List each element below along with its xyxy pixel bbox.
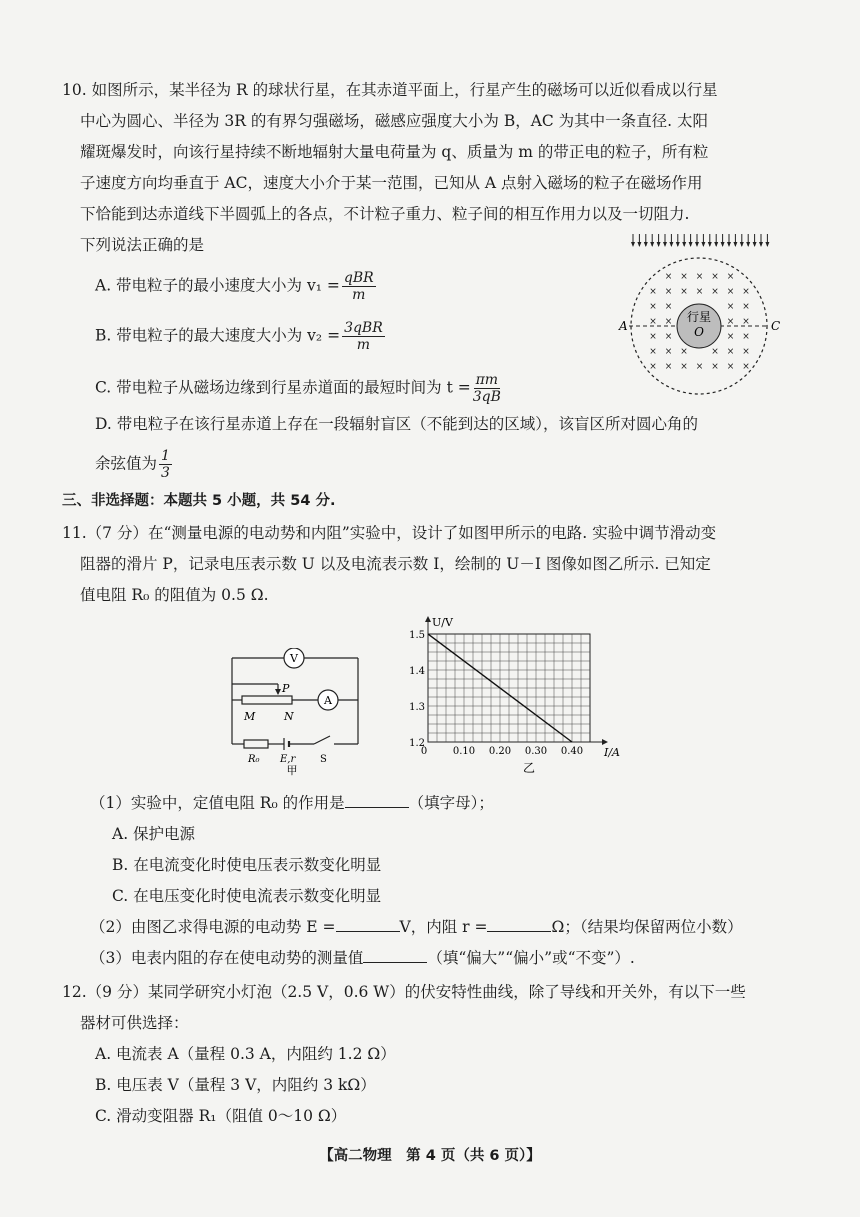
field-cross: ×: [726, 317, 735, 327]
field-cross: ×: [649, 287, 657, 297]
field-cross: ×: [680, 272, 688, 282]
field-cross: ×: [649, 362, 657, 372]
point-a-label: A: [619, 319, 628, 333]
particle-arrow: [669, 234, 673, 247]
field-cross: ×: [664, 302, 673, 312]
y-tick-label: 1.4: [409, 666, 425, 677]
field-cross: ×: [664, 332, 673, 342]
q11-line-1: 11.（7 分）在“测量电源的电动势和内阻”实验中，设计了如图甲所示的电路. 实验中调节滑动变: [62, 524, 717, 542]
field-cross: ×: [711, 362, 719, 372]
q11-sub1-blank: [345, 793, 409, 808]
slider-pointer: [275, 689, 281, 695]
q11-sub1-option-b: B. 在电流变化时使电压表示数变化明显: [112, 856, 382, 874]
field-cross: ×: [726, 287, 735, 297]
particle-arrow: [695, 234, 699, 247]
field-cross: ×: [742, 287, 750, 297]
q10-option-d-line-2: 余弦值为 $\frac{1}{3}$: [95, 448, 170, 481]
planet-field-figure: [615, 232, 785, 402]
x-axis-label: I/A: [604, 746, 620, 759]
end-m-label: M: [244, 710, 256, 723]
chart-caption: 乙: [522, 761, 536, 775]
field-cross: ×: [649, 332, 657, 342]
circuit-diagram: [222, 648, 372, 776]
q10-line-1: 10. 如图所示，某半径为 R 的球状行星，在其赤道平面上，行星产生的磁场可以近似看成以行星: [62, 81, 718, 99]
q11-sub2: （2）由图乙求得电源的电动势 E = V，内阻 r = Ω；（结果均保留两位小数）: [90, 918, 743, 936]
q12-line-2: 器材可供选择：: [80, 1014, 189, 1032]
particle-arrow: [631, 234, 635, 247]
particle-arrow: [663, 234, 667, 247]
field-cross: ×: [649, 317, 657, 327]
field-cross: ×: [649, 302, 657, 312]
q11-resistance-blank: [487, 917, 551, 932]
point-c-label: C: [771, 319, 781, 333]
q10-line-2: 中心为圆心、半径为 3R 的有界匀强磁场，磁感应强度大小为 B，AC 为其中一条直径. 太阳: [80, 112, 709, 130]
field-cross: ×: [664, 347, 673, 357]
particle-arrow: [759, 234, 763, 247]
field-cross: ×: [680, 362, 688, 372]
q12-option-c: C. 滑动变阻器 R₁（阻值 0～10 Ω）: [95, 1107, 347, 1125]
y-axis-label: U/V: [432, 616, 453, 629]
x-tick-label: 0.40: [560, 746, 584, 757]
y-tick-label: 1.3: [409, 702, 425, 713]
source-label: E,r: [280, 754, 296, 765]
particle-arrow: [689, 234, 693, 247]
field-cross: ×: [742, 302, 750, 312]
field-cross: ×: [664, 272, 673, 282]
field-cross: ×: [649, 347, 657, 357]
field-cross: ×: [726, 302, 735, 312]
chart-grid: [425, 616, 608, 745]
incoming-particles-arrows: [631, 234, 769, 247]
x-tick-label: 0: [420, 746, 428, 757]
field-cross: ×: [680, 287, 688, 297]
x-tick-label: 0.20: [488, 746, 512, 757]
particle-arrow: [676, 234, 680, 247]
q11-sub3: （3）电表内阻的存在使电动势的测量值 （填“偏大”“偏小”或“不变”）.: [90, 949, 635, 967]
q10-option-c: C. 带电粒子从磁场边缘到行星赤道面的最短时间为 t = $\frac{\pi m}{3qB}$: [95, 372, 501, 405]
field-cross: ×: [695, 362, 704, 372]
ammeter-label: A: [324, 694, 332, 707]
center-label: O: [694, 325, 704, 339]
voltmeter-label: V: [290, 652, 298, 665]
q10-option-b: B. 带电粒子的最大速度大小为 v₂ = $\frac{\text{3qBR}}{m}$: [95, 320, 383, 353]
field-cross: ×: [664, 362, 673, 372]
field-cross: ×: [711, 347, 719, 357]
x-tick-label: 0.10: [452, 746, 476, 757]
u-i-chart: [400, 612, 625, 782]
q11-line-3: 值电阻 R₀ 的阻值为 0.5 Ω.: [80, 586, 269, 604]
particle-arrow: [682, 234, 686, 247]
q11-emf-blank: [336, 917, 400, 932]
field-cross: ×: [695, 287, 704, 297]
q10-line-4: 子速度方向均垂直于 AC，速度大小介于某一范围，已知从 A 点射入磁场的粒子在磁场作用: [80, 174, 703, 192]
section-heading: 三、非选择题：本题共 5 小题，共 54 分.: [62, 493, 336, 509]
particle-arrow: [740, 234, 744, 247]
particle-arrow: [657, 234, 661, 247]
chart-ticks: [409, 630, 583, 757]
q10-line-6: 下列说法正确的是: [80, 236, 205, 254]
y-axis-arrow-head: [425, 616, 431, 622]
field-cross: ×: [664, 317, 673, 327]
field-cross: ×: [711, 287, 719, 297]
field-cross: ×: [742, 332, 750, 342]
q11-sub1-option-c: C. 在电压变化时使电流表示数变化明显: [112, 887, 382, 905]
field-cross: ×: [726, 272, 735, 282]
page-footer: 【高二物理 第 4 页（共 6 页）】: [319, 1148, 541, 1164]
q12-option-a: A. 电流表 A（量程 0.3 A，内阻约 1.2 Ω）: [95, 1045, 396, 1063]
field-cross: ×: [711, 272, 719, 282]
r0-label: R₀: [248, 754, 260, 765]
circuit-caption: 甲: [286, 764, 298, 776]
q10-line-3: 耀斑爆发时，向该行星持续不断地辐射大量电荷量为 q、质量为 m 的带正电的粒子，所有粒: [80, 143, 709, 161]
field-cross: ×: [742, 347, 750, 357]
end-n-label: N: [284, 710, 294, 723]
y-tick-label: 1.5: [409, 630, 425, 641]
field-cross: ×: [695, 272, 704, 282]
slider-label: P: [282, 682, 290, 695]
q11-sub3-blank: [363, 948, 427, 963]
planet-label: 行星: [686, 310, 712, 324]
particle-arrow: [746, 234, 750, 247]
q10-option-a: A. 带电粒子的最小速度大小为 v₁ = $\frac{\text{qBR}}{m}$: [95, 270, 374, 303]
particle-arrow: [701, 234, 705, 247]
x-tick-label: 0.30: [524, 746, 548, 757]
q10-option-d-line-1: D. 带电粒子在该行星赤道上存在一段辐射盲区（不能到达的区域），该盲区所对圆心角的: [95, 415, 698, 433]
q11-sub1: （1）实验中，定值电阻 R₀ 的作用是 （填字母）；: [90, 794, 494, 812]
particle-arrow: [650, 234, 654, 247]
particle-arrow: [714, 234, 718, 247]
q12-option-b: B. 电压表 V（量程 3 V，内阻约 3 kΩ）: [95, 1076, 376, 1094]
field-cross: ×: [742, 317, 750, 327]
y-tick-label: 1.2: [409, 738, 425, 749]
switch-label: S: [320, 754, 327, 765]
field-cross: ×: [664, 287, 673, 297]
q10-line-5: 下恰能到达赤道线下半圆弧上的各点，不计粒子重力、粒子间的相互作用力以及一切阻力.: [80, 205, 690, 223]
q12-line-1: 12.（9 分）某同学研究小灯泡（2.5 V，0.6 W）的伏安特性曲线，除了导线和开关外，有以下一些: [62, 983, 746, 1001]
particle-arrow: [727, 234, 731, 247]
q11-line-2: 阻器的滑片 P，记录电压表示数 U 以及电流表示数 I，绘制的 U－I 图像如图乙所示. 已知定: [80, 555, 711, 573]
field-cross: ×: [742, 362, 750, 372]
particle-arrow: [733, 234, 737, 247]
x-axis-arrow-head: [602, 739, 608, 745]
q11-sub1-option-a: A. 保护电源: [112, 825, 196, 843]
field-cross: ×: [726, 347, 735, 357]
particle-arrow: [644, 234, 648, 247]
field-cross: ×: [726, 362, 735, 372]
particle-arrow: [637, 234, 641, 247]
field-cross: ×: [680, 347, 688, 357]
particle-arrow: [721, 234, 725, 247]
particle-arrow: [708, 234, 712, 247]
field-cross: ×: [726, 332, 735, 342]
particle-arrow: [765, 234, 769, 247]
particle-arrow: [753, 234, 757, 247]
